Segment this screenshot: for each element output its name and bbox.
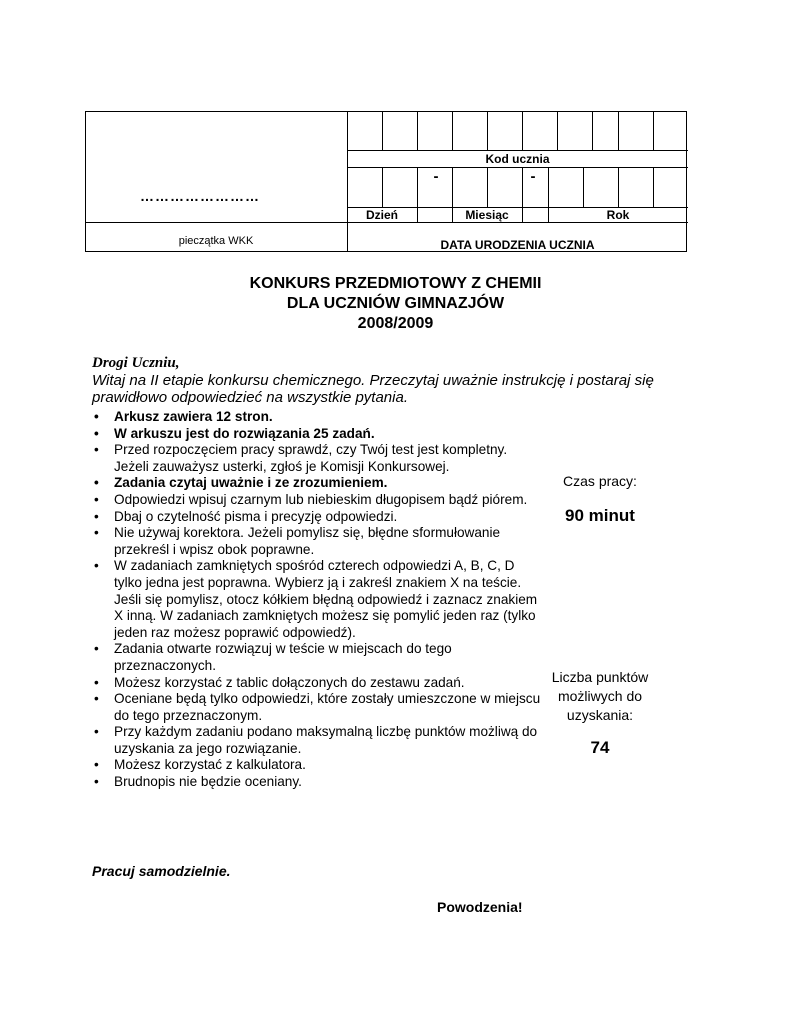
rok-label: Rok: [606, 208, 630, 222]
list-item: • W arkuszu jest do rozwiązania 25 zadań.: [92, 426, 542, 443]
intro-text: Witaj na II etapie konkursu chemicznego. Przeczytaj uważnie instrukcję i postaraj się prawidłowo odpowiedzieć na wszystkie pytania.: [92, 372, 654, 406]
list-item: • Przed rozpoczęciem pracy sprawdź, czy Twój test jest kompletny. Jeżeli zauważysz usterki, zgłoś je Komisji Konkursowej.: [92, 442, 542, 475]
page-year: 2008/2009: [357, 315, 434, 332]
list-item: • Arkusz zawiera 12 stron.: [92, 409, 542, 426]
page-subtitle: DLA UCZNIÓW GIMNAZJÓW: [286, 295, 505, 312]
list-item: • Możesz korzystać z kalkulatora.: [92, 757, 542, 774]
divider: [347, 150, 688, 151]
time-label: Czas pracy:: [563, 473, 637, 489]
divider: [347, 167, 688, 168]
divider: [347, 112, 348, 251]
list-item: • Nie używaj korektora. Jeżeli pomylisz się, błędne sformułowanie przekreśl i wpisz obok poprawne.: [92, 525, 542, 558]
rules-list: [92, 409, 542, 791]
greeting: Drogi Uczniu,: [92, 355, 180, 371]
birthdate-label: DATA URODZENIA UCZNIA: [440, 238, 595, 252]
list-item: • Dbaj o czytelność pisma i precyzję odpowiedzi.: [92, 509, 542, 526]
points-label: Liczba punktów możliwych do uzyskania:: [551, 669, 649, 723]
page-title: KONKURS PRZEDMIOTOWY Z CHEMII: [249, 275, 542, 292]
list-item: • Odpowiedzi wpisuj czarnym lub niebieskim długopisem bądź piórem.: [92, 492, 542, 509]
divider: [86, 222, 688, 223]
dzien-label: Dzień: [365, 208, 398, 222]
time-value: 90 minut: [565, 506, 635, 525]
stamp-label: pieczątka WKK: [178, 235, 254, 247]
date-dash: -: [530, 168, 536, 185]
points-value: 74: [590, 738, 610, 757]
list-item: • Przy każdym zadaniu podano maksymalną liczbę punktów możliwą do uzyskania za jego rozwiązanie.: [92, 724, 542, 757]
good-luck: Powodzenia!: [437, 899, 523, 915]
miesiac-label: Miesiąc: [465, 208, 509, 222]
list-item: • W zadaniach zamkniętych spośród czterech odpowiedzi A, B, C, D tylko jedna jest poprawna. Wybierz ją i zakreśl znakiem X na teście. Jeśli się pomylisz, otocz kółkiem błędną odpowiedź i zaznacz znakiem X inną. W zadaniach zamkniętych możesz się pomylić jeden raz (tylko jeden raz możesz poprawić odpowiedź).: [92, 558, 544, 641]
kod-ucznia-label: Kod ucznia: [485, 152, 550, 166]
work-alone-note: Pracuj samodzielnie.: [92, 863, 231, 879]
signature-dots: ……………………: [140, 188, 260, 204]
list-item: • Zadania czytaj uważnie i ze zrozumieniem.: [92, 475, 542, 492]
list-item: • Zadania otwarte rozwiązuj w teście w miejscach do tego przeznaczonych.: [92, 641, 542, 674]
list-item: • Oceniane będą tylko odpowiedzi, które zostały umieszczone w miejscu do tego przeznaczonym.: [92, 691, 542, 724]
date-dash: -: [433, 168, 439, 185]
list-item: • Brudnopis nie będzie oceniany.: [92, 774, 542, 791]
list-item: • Możesz korzystać z tablic dołączonych do zestawu zadań.: [92, 675, 542, 692]
header-table: [85, 111, 687, 252]
